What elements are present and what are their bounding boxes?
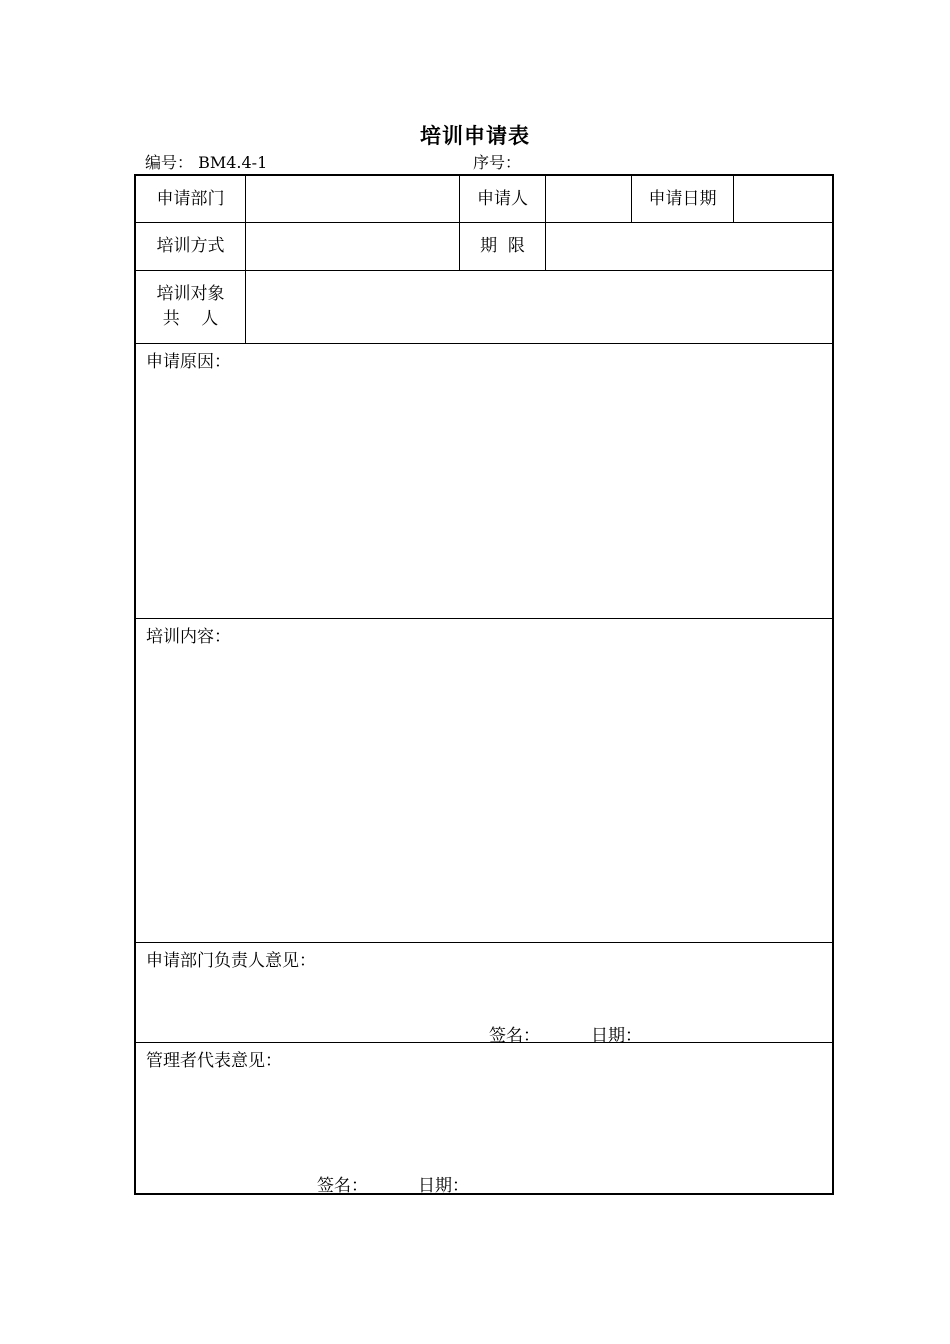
mgmt-rep-date-label: 日期： — [418, 1176, 469, 1196]
target-field[interactable] — [246, 271, 832, 343]
applicant-label: 申请人 — [477, 188, 528, 209]
period-field[interactable] — [546, 223, 832, 270]
mgmt-rep-sign-label: 签名： — [317, 1176, 368, 1196]
form-title: 培训申请表 — [420, 123, 530, 148]
method-field[interactable] — [246, 223, 459, 270]
target-label-line1: 培训对象 — [156, 284, 225, 304]
content-label: 培训内容： — [146, 627, 231, 647]
period-label: 期 限 — [480, 236, 525, 256]
date-field[interactable] — [734, 176, 832, 222]
row-divider — [136, 343, 832, 344]
dept-head-date-label: 日期： — [591, 1026, 642, 1046]
form-number: 编号： BM4.4-1 — [145, 153, 268, 172]
dept-label: 申请部门 — [156, 188, 225, 209]
dept-field[interactable] — [246, 176, 459, 222]
serial-number-label: 序号： — [473, 153, 522, 172]
reason-label: 申请原因： — [146, 352, 231, 372]
target-label — [136, 271, 245, 343]
applicant-field[interactable] — [546, 176, 631, 222]
row-divider — [136, 942, 832, 943]
date-label: 申请日期 — [648, 188, 717, 209]
target-label-line2: 共 人 — [162, 309, 219, 329]
application-form-table — [134, 174, 834, 1195]
dept-head-opinion-label: 申请部门负责人意见： — [146, 951, 316, 971]
method-label: 培训方式 — [156, 236, 225, 256]
row-divider — [136, 618, 832, 619]
row-divider — [136, 1042, 832, 1043]
mgmt-rep-opinion-label: 管理者代表意见： — [146, 1051, 282, 1071]
dept-head-sign-label: 签名： — [489, 1026, 540, 1046]
